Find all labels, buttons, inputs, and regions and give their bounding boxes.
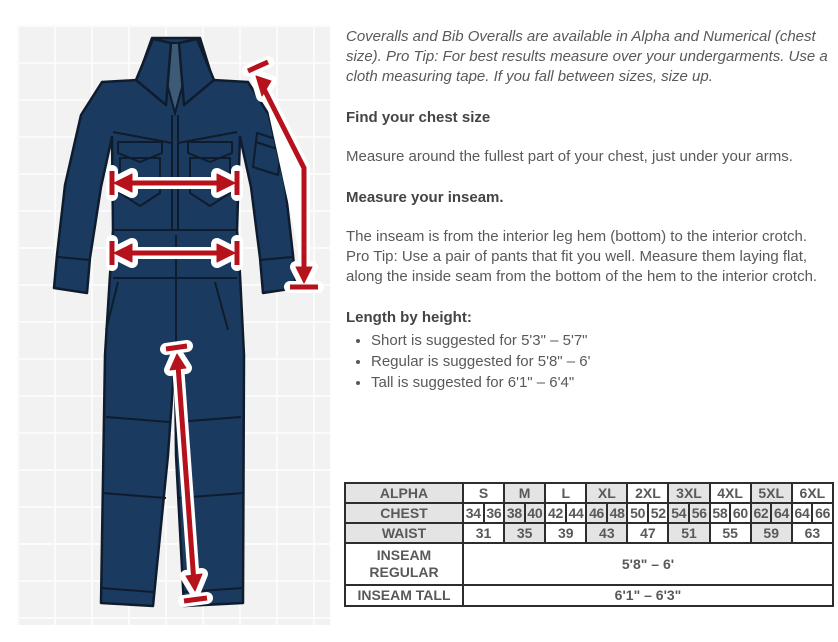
waist-cell: 55 <box>710 523 751 543</box>
waist-row <box>345 523 833 543</box>
row-label-alpha: ALPHA <box>345 483 463 503</box>
length-suggestion-tall: • Tall is suggested for 6'1" – 6'4" <box>371 373 834 393</box>
coverall-measurement-diagram <box>17 25 330 625</box>
chest-cell: 64 <box>792 503 813 523</box>
chest-cell: 56 <box>689 503 710 523</box>
chest-cell: 46 <box>586 503 607 523</box>
chest-cell: 54 <box>668 503 689 523</box>
waist-cell: 43 <box>586 523 627 543</box>
row-label-chest: CHEST <box>345 503 463 523</box>
alpha-row <box>345 483 833 503</box>
alpha-cell: 5XL <box>751 483 792 503</box>
size-chart-table <box>344 482 834 607</box>
inseam-heading: Measure your inseam. <box>346 189 504 206</box>
row-label-waist: WAIST <box>345 523 463 543</box>
inseam-regular-row <box>345 543 833 585</box>
row-label-inseam-tall: INSEAM TALL <box>345 585 463 606</box>
alpha-cell: L <box>545 483 586 503</box>
chest-cell: 50 <box>627 503 648 523</box>
chest-row <box>345 503 833 523</box>
size-table-body <box>345 483 833 606</box>
length-suggestion-regular: • Regular is suggested for 5'8" – 6' <box>371 352 834 372</box>
chest-cell: 62 <box>751 503 772 523</box>
instructions-panel <box>346 18 834 394</box>
waist-cell: 47 <box>627 523 668 543</box>
alpha-cell: 4XL <box>710 483 751 503</box>
chest-cell: 44 <box>566 503 587 523</box>
chest-size-heading: Find your chest size <box>346 109 491 126</box>
inseam-text: The inseam is from the interior leg hem (bottom) to the interior crotch. Pro Tip: Use a pair of pants that fit you well. Measure them laying flat, along the inside seam from the bottom of the hem to the interior crotch. <box>346 228 818 285</box>
waist-cell: 63 <box>792 523 833 543</box>
chest-cell: 60 <box>730 503 751 523</box>
alpha-cell: M <box>504 483 545 503</box>
alpha-cell: 6XL <box>792 483 833 503</box>
chest-cell: 66 <box>812 503 833 523</box>
alpha-cell: 3XL <box>668 483 709 503</box>
waist-cell: 51 <box>668 523 709 543</box>
length-suggestion-short: • Short is suggested for 5'3" – 5'7" <box>371 331 834 351</box>
inseam-tall-row <box>345 585 833 606</box>
length-by-height-heading: Length by height: <box>346 309 472 326</box>
waist-cell: 39 <box>545 523 586 543</box>
alpha-cell: XL <box>586 483 627 503</box>
chest-cell: 34 <box>463 503 484 523</box>
waist-cell: 31 <box>463 523 504 543</box>
coverall-illustration <box>17 25 330 625</box>
inseam-tall-value: 6'1" – 6'3" <box>463 585 833 606</box>
chest-cell: 42 <box>545 503 566 523</box>
chest-size-text: Measure around the fullest part of your chest, just under your arms. <box>346 148 793 165</box>
inseam-regular-value: 5'8" – 6' <box>463 543 833 585</box>
alpha-cell: S <box>463 483 504 503</box>
chest-cell: 40 <box>525 503 546 523</box>
waist-cell: 35 <box>504 523 545 543</box>
chest-cell: 36 <box>484 503 505 523</box>
chest-cell: 48 <box>607 503 628 523</box>
chest-cell: 64 <box>771 503 792 523</box>
chest-cell: 38 <box>504 503 525 523</box>
length-suggestions-list <box>346 331 834 393</box>
row-label-inseam-regular: INSEAM REGULAR <box>345 543 463 585</box>
intro-text: Coveralls and Bib Overalls are available in Alpha and Numerical (chest size). Pro Tip: For best results measure over your undergarments. Use a cloth measuring tape. If you fall between sizes, size up. <box>346 28 828 85</box>
alpha-cell: 2XL <box>627 483 668 503</box>
waist-cell: 59 <box>751 523 792 543</box>
chest-cell: 52 <box>648 503 669 523</box>
chest-cell: 58 <box>710 503 731 523</box>
